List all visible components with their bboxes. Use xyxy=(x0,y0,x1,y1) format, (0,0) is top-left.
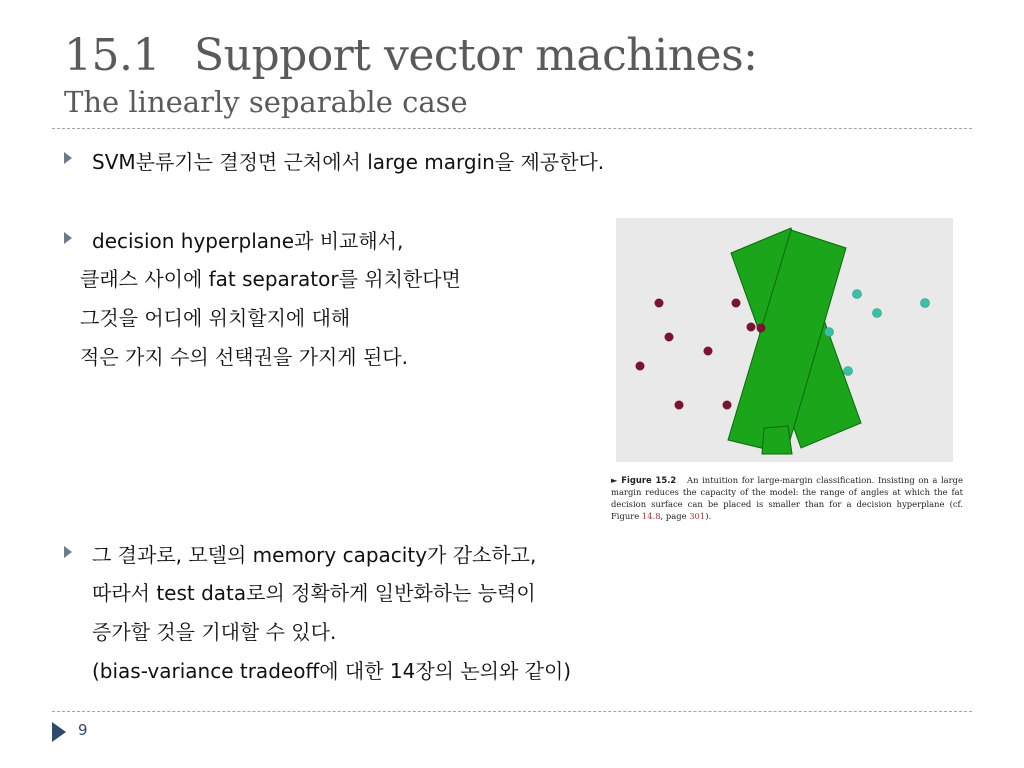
separator-base xyxy=(762,426,792,454)
class-b-point xyxy=(921,299,930,308)
margin-diagram xyxy=(616,218,953,462)
bullet-1-line-1: SVM분류기는 결정면 근처에서 large margin을 제공한다. xyxy=(92,150,605,174)
class-b-point xyxy=(825,328,834,337)
figure-15-2 xyxy=(616,218,953,462)
caption-page-ref[interactable]: 301 xyxy=(689,511,706,521)
bullet-2-line-3: 그것을 어디에 위치할지에 대해 xyxy=(80,306,351,330)
slide-title xyxy=(64,30,758,81)
class-a-point xyxy=(723,401,732,410)
bullet-marker-icon xyxy=(64,546,72,558)
class-b-point xyxy=(853,290,862,299)
page-marker-icon xyxy=(52,722,66,742)
class-b-point xyxy=(844,367,853,376)
bullet-marker-icon xyxy=(64,232,72,244)
class-a-point xyxy=(747,323,756,332)
class-a-point xyxy=(757,324,766,333)
bullet-2-line-1: decision hyperplane과 비교해서, xyxy=(92,229,404,253)
figure-caption xyxy=(611,474,963,522)
title-text: Support vector machines: xyxy=(193,30,758,81)
class-a-point xyxy=(732,299,741,308)
page-number: 9 xyxy=(78,721,88,739)
caption-figure-ref[interactable]: 14.8 xyxy=(641,511,661,521)
bullet-2-line-4: 적은 가지 수의 선택권을 가지게 된다. xyxy=(80,345,408,369)
bullet-2-line-2: 클래스 사이에 fat separator를 위치한다면 xyxy=(80,267,461,291)
bullet-3-line-2: 따라서 test data로의 정확하게 일반화하는 능력이 xyxy=(92,581,536,605)
bullet-3-line-3: 증가할 것을 기대할 수 있다. xyxy=(92,620,337,644)
class-a-point xyxy=(704,347,713,356)
slide-subtitle: The linearly separable case xyxy=(64,85,468,119)
caption-text: An intuition for large-margin classification. Insisting on a large margin reduces the capacity of the model: the range of angles at which the fat decision surface can be placed is smaller than for a decision hyperplane (cf. Figure xyxy=(611,475,963,521)
class-a-point xyxy=(675,401,684,410)
bullet-3-line-4: (bias-variance tradeoff에 대한 14장의 논의와 같이) xyxy=(92,659,572,683)
caption-mid: , page xyxy=(660,511,690,521)
bullet-3-line-1: 그 결과로, 모델의 memory capacity가 감소하고, xyxy=(92,543,537,567)
top-divider xyxy=(52,128,972,129)
bullet-marker-icon xyxy=(64,152,72,164)
class-a-point xyxy=(655,299,664,308)
class-b-point xyxy=(873,309,882,318)
class-a-point xyxy=(665,333,674,342)
caption-label: ► Figure 15.2 xyxy=(611,475,677,485)
section-number: 15.1 xyxy=(64,30,160,81)
caption-end: ). xyxy=(705,511,712,521)
class-a-point xyxy=(636,362,645,371)
bottom-divider xyxy=(52,711,972,712)
